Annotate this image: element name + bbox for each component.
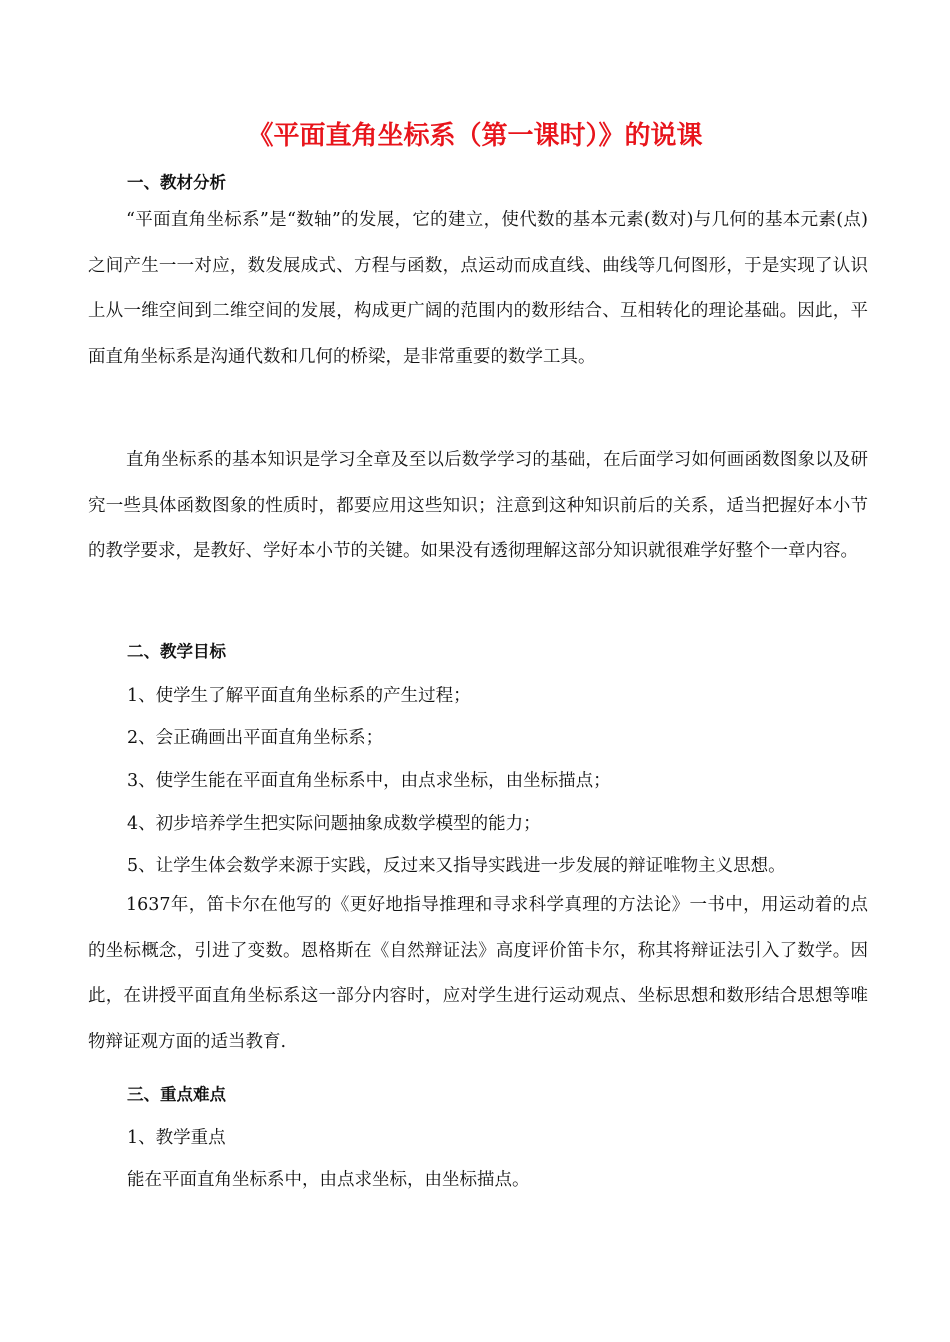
section-heading-teaching-goals: 二、教学目标 (127, 642, 226, 661)
goal-item: 5、让学生体会数学来源于实践，反过来又指导实践进一步发展的辩证唯物主义思想。 (127, 856, 786, 876)
subheading-teaching-focus: 1、教学重点 (127, 1128, 226, 1148)
goal-item: 4、初步培养学生把实际问题抽象成数学模型的能力； (127, 814, 541, 834)
paragraph-descartes: 1637年，笛卡尔在他写的《更好地指导推理和寻求科学真理的方法论》一书中，用运动着的点的坐标概念，引进了变数。恩格斯在《自然辩证法》高度评价笛卡尔，称其将辩证法引入了数学。因此，在讲授平面直角坐标系这一部分内容时，应对学生进行运动观点、坐标思想和数形结合思想等唯物辩证观方面的适当教育. (88, 895, 868, 1052)
section-heading-textbook-analysis: 一、教材分析 (127, 173, 226, 192)
goal-item: 2、会正确画出平面直角坐标系； (127, 728, 384, 748)
section-heading-key-points: 三、重点难点 (127, 1085, 226, 1104)
document-title: 《平面直角坐标系（第一课时）》的说课 (247, 121, 703, 151)
goal-item: 3、使学生能在平面直角坐标系中，由点求坐标，由坐标描点； (127, 771, 611, 791)
goal-item: 1、使学生了解平面直角坐标系的产生过程； (127, 686, 471, 706)
paragraph-coordinate-system-intro: “平面直角坐标系”是“数轴”的发展，它的建立，使代数的基本元素(数对)与几何的基本元素(点)之间产生一一对应，数发展成式、方程与函数，点运动而成直线、曲线等几何图形，于是实现了认识上从一维空间到二维空间的发展，构成更广阔的范围内的数形结合、互相转化的理论基础。因此，平面直角坐标系是沟通代数和几何的桥梁，是非常重要的数学工具。 (88, 210, 868, 367)
paragraph-basic-knowledge: 直角坐标系的基本知识是学习全章及至以后数学学习的基础，在后面学习如何画函数图象以及研究一些具体函数图象的性质时，都要应用这些知识；注意到这种知识前后的关系，适当把握好本小节的教学要求，是教好、学好本小节的关键。如果没有透彻理解这部分知识就很难学好整个一章内容。 (88, 450, 868, 561)
teaching-focus-text: 能在平面直角坐标系中，由点求坐标，由坐标描点。 (127, 1170, 530, 1190)
